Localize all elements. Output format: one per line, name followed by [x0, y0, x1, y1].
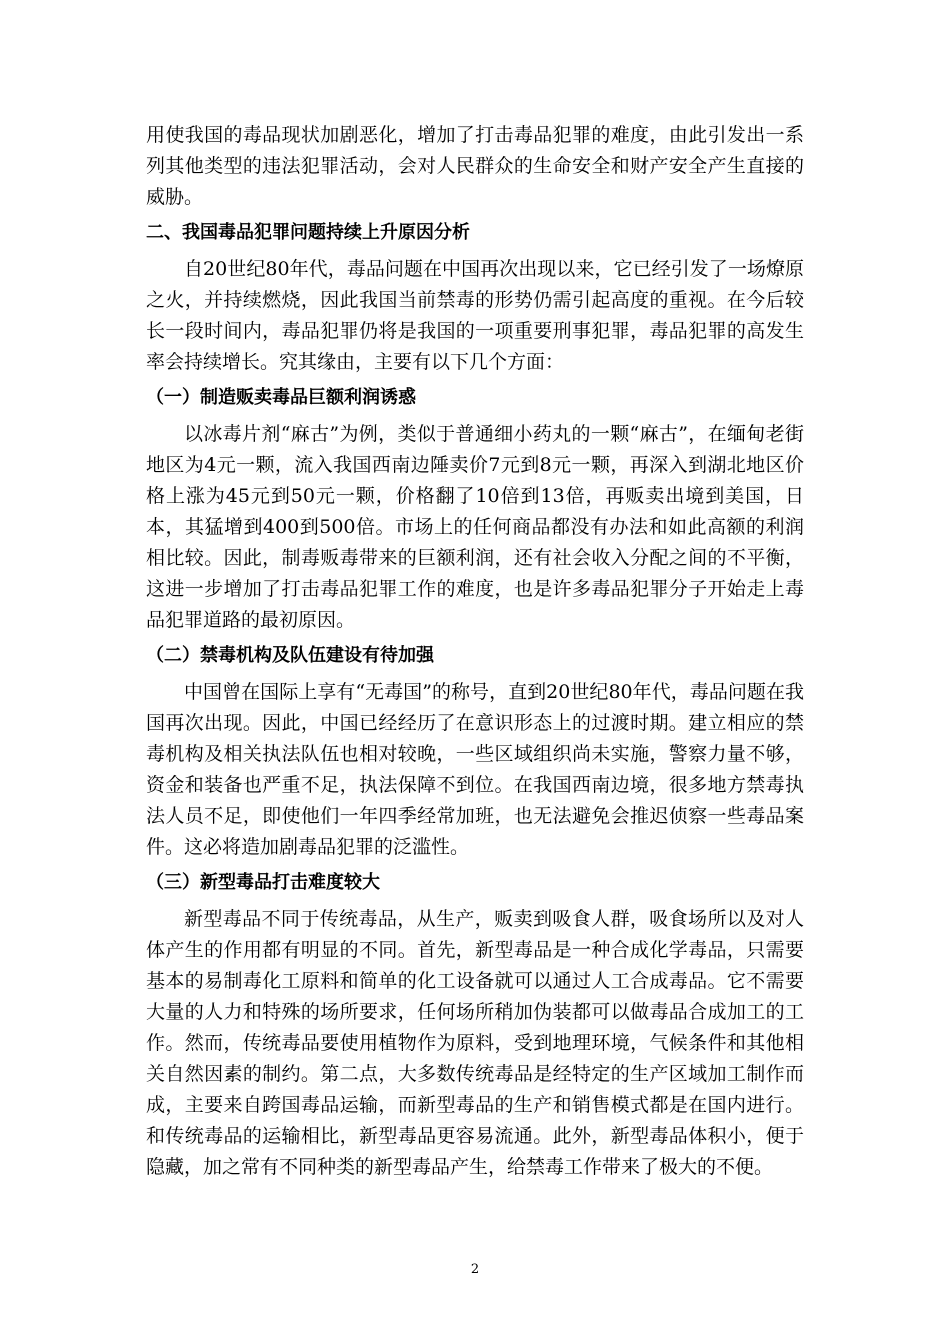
subsection-2-title: （二）禁毒机构及队伍建设有待加强	[146, 645, 434, 666]
subsection-1-paragraph: 以冰毒片剂“麻古”为例，类似于普通细小药丸的一颗“麻古”，在缅甸老街地区为4元一颗，流入我国西南边陲卖价7元到8元一颗，再深入到湖北地区价格上涨为45元到50元一颗，价格翻了10倍到13倍，再贩卖出境到美国，日本，其猛增到400到500倍。市场上的任何商品都没有办法和如此高额的利润相比较。因此，制毒贩毒带来的巨额利润，还有社会收入分配之间的不平衡，这进一步增加了打击毒品犯罪工作的难度，也是许多毒品犯罪分子开始走上毒品犯罪道路的最初原因。	[146, 423, 804, 631]
subsection-2-paragraph: 中国曾在国际上享有“无毒国”的称号，直到20世纪80年代，毒品问题在我国再次出现。因此，中国已经经历了在意识形态上的过渡时期。建立相应的禁毒机构及相关执法队伍也相对较晚，一些区域组织尚未实施，警察力量不够，资金和装备也严重不足，执法保障不到位。在我国西南边境，很多地方禁毒执法人员不足，即使他们一年四季经常加班，也无法避免会推迟侦察一些毒品案件。这必将造加剧毒品犯罪的泛滥性。	[146, 681, 804, 858]
subsection-3-paragraph: 新型毒品不同于传统毒品，从生产，贩卖到吸食人群，吸食场所以及对人体产生的作用都有明显的不同。首先，新型毒品是一种合成化学毒品，只需要基本的易制毒化工原料和简单的化工设备就可以通过人工合成毒品。它不需要大量的人力和特殊的场所要求，任何场所稍加伪装都可以做毒品合成加工的工作。然而，传统毒品要使用植物作为原料，受到地理环境，气候条件和其他相关自然因素的制约。第二点，大多数传统毒品是经特定的生产区域加工制作而成，主要来自跨国毒品运输，而新型毒品的生产和销售模式都是在国内进行。和传统毒品的运输相比，新型毒品更容易流通。此外，新型毒品体积小，便于隐藏，加之常有不同种类的新型毒品产生，给禁毒工作带来了极大的不便。	[146, 908, 804, 1178]
subsection-3-title: （三）新型毒品打击难度较大	[146, 872, 380, 893]
subsection-1-title: （一）制造贩卖毒品巨额利润诱惑	[146, 387, 416, 408]
intro-paragraph: 自20世纪80年代，毒品问题在中国再次出现以来，它已经引发了一场燎原之火，并持续燃烧，因此我国当前禁毒的形势仍需引起高度的重视。在今后较长一段时间内，毒品犯罪仍将是我国的一项重要刑事犯罪，毒品犯罪的高发生率会持续增长。究其缘由，主要有以下几个方面：	[146, 258, 804, 373]
document-page	[146, 120, 804, 1183]
page-number: 2	[470, 1262, 480, 1277]
section-title: 二、我国毒品犯罪问题持续上升原因分析	[146, 222, 470, 243]
continuation-paragraph: 用使我国的毒品现状加剧恶化，增加了打击毒品犯罪的难度，由此引发出一系列其他类型的违法犯罪活动，会对人民群众的生命安全和财产安全产生直接的威胁。	[146, 124, 804, 208]
